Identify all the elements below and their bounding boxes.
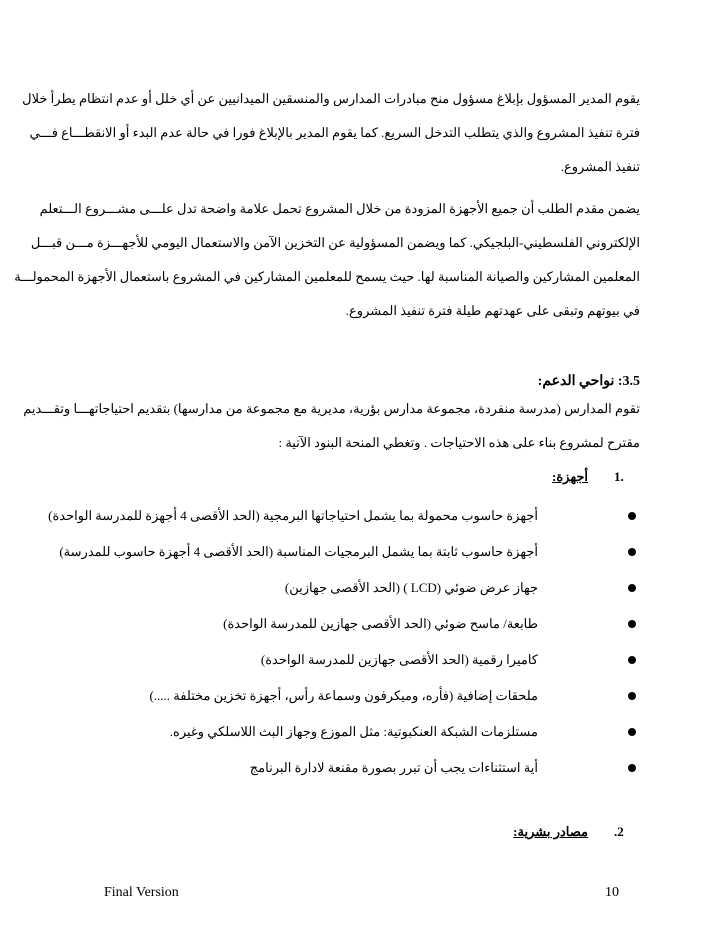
paragraph-2-line-2: الإلكتروني الفلسطيني-البلجيكي. كما ويضمن المسؤولية عن التخزين الآمن والاستعمال اليومي للأجهـــزة مـــن قبـــل <box>30 235 640 250</box>
list-1-title: أجهزة: <box>552 469 588 484</box>
bullet-icon <box>628 584 636 592</box>
section-heading: 3.5: نواحي الدعم: <box>537 374 640 389</box>
list-1-number: 1. <box>614 469 624 484</box>
list-2-number: .2 <box>614 824 624 839</box>
list-item: كاميرا رقمية (الحد الأقصى جهازين للمدرسة الواحدة) <box>260 652 538 667</box>
paragraph-2-line-3: المعلمين المشاركين والصيانة المناسبة لها. حيث يسمح للمعلمين المشاركين في المشروع باستعمال الأجهزة المحمولـــة <box>14 269 640 284</box>
bullet-icon <box>628 692 636 700</box>
list-item: طابعة/ ماسح ضوئي (الحد الأقصى جهازين للمدرسة الواحدة) <box>223 616 538 631</box>
bullet-icon <box>628 728 636 736</box>
list-2-title: مصادر بشرية: <box>513 824 588 839</box>
paragraph-2-line-4: في بيوتهم وتبقى على عهدتهم طيلة فترة تنفيذ المشروع. <box>345 303 640 318</box>
paragraph-1-line-1: يقوم المدير المسؤول بإبلاغ مسؤول منح مبادرات المدارس والمنسقين الميدانيين عن أي خلل أو عدم انتظام يطرأ خلال <box>22 91 640 106</box>
section-line-2: مقترح لمشروع بناء على هذه الاحتياجات . وتغطي المنحة البنود الآتية : <box>278 435 640 450</box>
paragraph-1-line-3: تنفيذ المشروع. <box>560 159 640 174</box>
section-line-1: تقوم المدارس (مدرسة منفردة، مجموعة مدارس بؤرية، مديرية مع مجموعة من مدارسها) بتقديم احتياجاتهـــا وتقـــديم <box>23 401 640 416</box>
list-item: مستلزمات الشبكة العنكبوتية: مثل الموزع وجهاز البث اللاسلكي وغيره. <box>169 724 538 739</box>
page-number: 10 <box>605 885 619 900</box>
list-item: أجهزة حاسوب ثابتة بما يشمل البرمجيات المناسبة (الحد الأقصى 4 أجهزة حاسوب للمدرسة) <box>59 544 538 559</box>
paragraph-2-line-1: يضمن مقدم الطلب أن جميع الأجهزة المزودة من خلال المشروع تحمل علامة واضحة تدل علـــى مشـــروع الـــتعلم <box>39 201 640 216</box>
bullet-icon <box>628 548 636 556</box>
footer-version: Final Version <box>104 885 179 900</box>
list-item: أية استثناءات يجب أن تبرر بصورة مقنعة لادارة البرنامج <box>249 760 538 775</box>
list-item: جهاز عرض ضوئي (LCD ) (الحد الأقصى جهازين) <box>284 580 538 595</box>
list-item: أجهزة حاسوب محمولة بما يشمل احتياجاتها البرمجية (الحد الأقصى 4 أجهزة للمدرسة الواحدة) <box>48 508 538 523</box>
bullet-icon <box>628 620 636 628</box>
paragraph-1-line-2: فترة تنفيذ المشروع والذي يتطلب التدخل السريع. كما يقوم المدير بالإبلاغ فورا في حالة عدم البدء أو الانقطـــاع فـــي <box>29 125 640 140</box>
bullet-icon <box>628 512 636 520</box>
list-item: ملحقات إضافية (فأره، وميكرفون وسماعة رأس، أجهزة تخزين مختلفة .....) <box>149 688 538 703</box>
bullet-icon <box>628 764 636 772</box>
bullet-icon <box>628 656 636 664</box>
